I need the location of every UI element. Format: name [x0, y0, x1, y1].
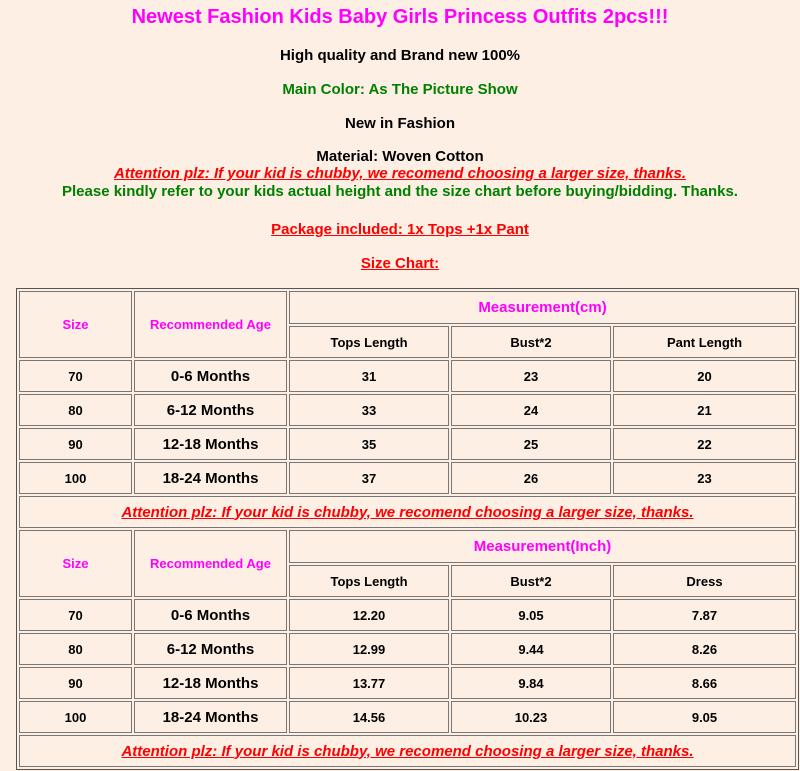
size-cell: 70 [19, 599, 132, 631]
table-row [19, 394, 796, 426]
bust-cell: 26 [451, 462, 611, 494]
size-chart-table [16, 288, 799, 770]
tops-cell: 12.99 [289, 633, 449, 665]
cm-size-header: Size [19, 291, 132, 358]
cm-tops-length-header: Tops Length [289, 326, 449, 358]
table-row [19, 633, 796, 665]
cm-bust-header: Bust*2 [451, 326, 611, 358]
fashion-line: New in Fashion [344, 115, 455, 132]
quality-line: High quality and Brand new 100% [279, 47, 521, 64]
table-row [19, 462, 796, 494]
tops-cell: 14.56 [289, 701, 449, 733]
attention-line: Attention plz: If your kid is chubby, we recomend choosing a larger size, thanks. [113, 165, 687, 182]
age-cell: 0-6 Months [134, 599, 287, 631]
size-cell: 100 [19, 462, 132, 494]
age-cell: 12-18 Months [134, 428, 287, 460]
page-title: Newest Fashion Kids Baby Girls Princess Outfits 2pcs!!! [131, 6, 669, 28]
tops-cell: 33 [289, 394, 449, 426]
size-cell: 80 [19, 633, 132, 665]
table-row [19, 360, 796, 392]
size-cell: 90 [19, 428, 132, 460]
table-row [19, 599, 796, 631]
dress-cell: 8.26 [613, 633, 796, 665]
dress-cell: 8.66 [613, 667, 796, 699]
age-cell: 18-24 Months [134, 462, 287, 494]
pant-cell: 21 [613, 394, 796, 426]
pant-cell: 23 [613, 462, 796, 494]
tops-cell: 31 [289, 360, 449, 392]
package-line: Package included: 1x Tops +1x Pant [271, 221, 529, 238]
inch-measurement-header: Measurement(Inch) [289, 530, 796, 563]
cm-measurement-header: Measurement(cm) [289, 291, 796, 324]
age-cell: 0-6 Months [134, 360, 287, 392]
age-cell: 12-18 Months [134, 667, 287, 699]
pant-cell: 20 [613, 360, 796, 392]
bust-cell: 24 [451, 394, 611, 426]
size-cell: 100 [19, 701, 132, 733]
size-cell: 90 [19, 667, 132, 699]
age-cell: 6-12 Months [134, 633, 287, 665]
age-cell: 6-12 Months [134, 394, 287, 426]
cm-attention-row [19, 496, 796, 528]
bust-cell: 9.84 [451, 667, 611, 699]
bust-cell: 25 [451, 428, 611, 460]
table-row [19, 701, 796, 733]
table-row [19, 667, 796, 699]
size-chart-label: Size Chart: [360, 255, 440, 272]
inch-age-header: Recommended Age [134, 530, 287, 597]
bust-cell: 9.44 [451, 633, 611, 665]
tops-cell: 12.20 [289, 599, 449, 631]
cm-pant-length-header: Pant Length [613, 326, 796, 358]
bust-cell: 10.23 [451, 701, 611, 733]
dress-cell: 9.05 [613, 701, 796, 733]
size-cell: 70 [19, 360, 132, 392]
pant-cell: 22 [613, 428, 796, 460]
size-cell: 80 [19, 394, 132, 426]
bust-cell: 9.05 [451, 599, 611, 631]
inch-header-row [19, 530, 796, 563]
bust-cell: 23 [451, 360, 611, 392]
inch-attention-note: Attention plz: If your kid is chubby, we recomend choosing a larger size, thanks. [19, 735, 796, 767]
cm-age-header: Recommended Age [134, 291, 287, 358]
table-row [19, 428, 796, 460]
inch-attention-row [19, 735, 796, 767]
cm-header-row [19, 291, 796, 324]
main-color-line: Main Color: As The Picture Show [282, 81, 518, 98]
tops-cell: 37 [289, 462, 449, 494]
tops-cell: 13.77 [289, 667, 449, 699]
age-cell: 18-24 Months [134, 701, 287, 733]
inch-bust-header: Bust*2 [451, 565, 611, 597]
refer-line: Please kindly refer to your kids actual height and the size chart before buying/bidding. Thanks. [62, 183, 738, 200]
cm-attention-note: Attention plz: If your kid is chubby, we recomend choosing a larger size, thanks. [19, 496, 796, 528]
inch-dress-header: Dress [613, 565, 796, 597]
tops-cell: 35 [289, 428, 449, 460]
material-line: Material: Woven Cotton [316, 148, 484, 165]
dress-cell: 7.87 [613, 599, 796, 631]
inch-size-header: Size [19, 530, 132, 597]
inch-tops-length-header: Tops Length [289, 565, 449, 597]
